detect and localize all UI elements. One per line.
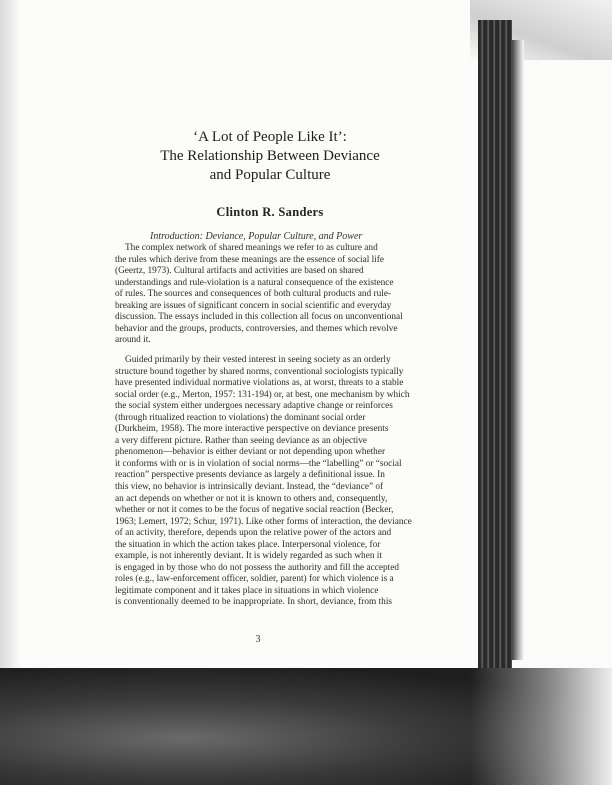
author-name: Clinton R. Sanders	[216, 205, 324, 219]
text-line: breaking are issues of significant concern in social scientific and everyday	[115, 300, 392, 311]
text-line: phenomenon—behavior is either deviant or not depending upon whether	[115, 447, 386, 458]
book-page-edges	[478, 20, 512, 680]
text-line: around it.	[115, 335, 151, 346]
text-line: have presented individual normative violations as, at worst, threats to a stable	[115, 378, 404, 389]
text-line: whether or not it comes to be the focus of negative social reaction (Becker,	[115, 505, 394, 516]
text-line: The complex network of shared meanings we refer to as culture and	[125, 243, 378, 253]
book-spine-shadow	[512, 40, 524, 660]
scan-shadow-left	[0, 0, 20, 668]
title-line-1: ‘A Lot of People Like It’:	[193, 129, 347, 145]
text-line: example, is not inherently deviant. It is widely regarded as such when it	[115, 551, 382, 562]
article-title	[90, 128, 450, 185]
text-line: legitimate component and it takes place in situations in which violence	[115, 585, 379, 596]
text-line: Guided primarily by their vested interest in seeing society as an orderly	[125, 355, 391, 365]
text-line: (Geertz, 1973). Cultural artifacts and activities are based on shared	[115, 266, 364, 277]
text-line: (Durkheim, 1958). The more interactive perspective on deviance presents	[115, 424, 389, 435]
text-line: of rules. The sources and consequences of both cultural products and rule-	[115, 289, 392, 300]
text-line: understandings and rule-violation is a natural consequence of the existence	[115, 277, 394, 288]
title-line-3: and Popular Culture	[209, 167, 331, 183]
text-line: the social system either undergoes necessary adaptive change or reinforces	[115, 401, 393, 412]
section-heading: Introduction: Deviance, Popular Culture, and Power	[150, 231, 363, 242]
text-line: (through ritualized reaction to violations) the dominant social order	[115, 412, 366, 423]
text-line: discussion. The essays included in this collection all focus on unconventional	[115, 312, 403, 323]
text-line: roles (e.g., law-enforcement officer, soldier, parent) for which violence is a	[115, 574, 394, 585]
paragraph-1	[115, 243, 473, 347]
text-line: an act depends on whether or not it is known to others and, consequently,	[115, 493, 388, 504]
text-line: of an activity, therefore, depends upon the relative power of the actors and	[115, 528, 392, 539]
scan-shadow-bottom-fade	[470, 668, 612, 785]
text-line: behavior and the groups, products, controversies, and themes which revolve	[115, 323, 398, 334]
page-number: 3	[255, 634, 261, 645]
text-line: structure bound together by shared norms, conventional sociologists typically	[115, 366, 404, 377]
text-line: is engaged in by those who do not possess the authority and fill the accepted	[115, 562, 400, 573]
text-line: it conforms with or is in violation of social norms—the “labelling” or “social	[115, 458, 402, 469]
text-line: reaction” perspective presents deviance as largely a definitional issue. In	[115, 470, 385, 481]
text-line: the rules which derive from these meanings are the essence of social life	[115, 254, 384, 265]
title-line-2: The Relationship Between Deviance	[160, 148, 380, 164]
text-line: is conventionally deemed to be inappropriate. In short, deviance, from this	[115, 597, 393, 608]
text-line: the situation in which the action takes place. Interpersonal violence, for	[115, 539, 381, 550]
text-line: a very different picture. Rather than seeing deviance as an objective	[115, 435, 368, 446]
paragraph-2	[115, 355, 473, 609]
text-line: social order (e.g., Merton, 1957: 131-194) or, at best, one mechanism by which	[115, 389, 410, 400]
text-line: 1963; Lemert, 1972; Schur, 1971). Like other forms of interaction, the deviance	[115, 516, 412, 527]
text-line: this view, no behavior is intrinsically deviant. Instead, the “deviance” of	[115, 482, 384, 493]
